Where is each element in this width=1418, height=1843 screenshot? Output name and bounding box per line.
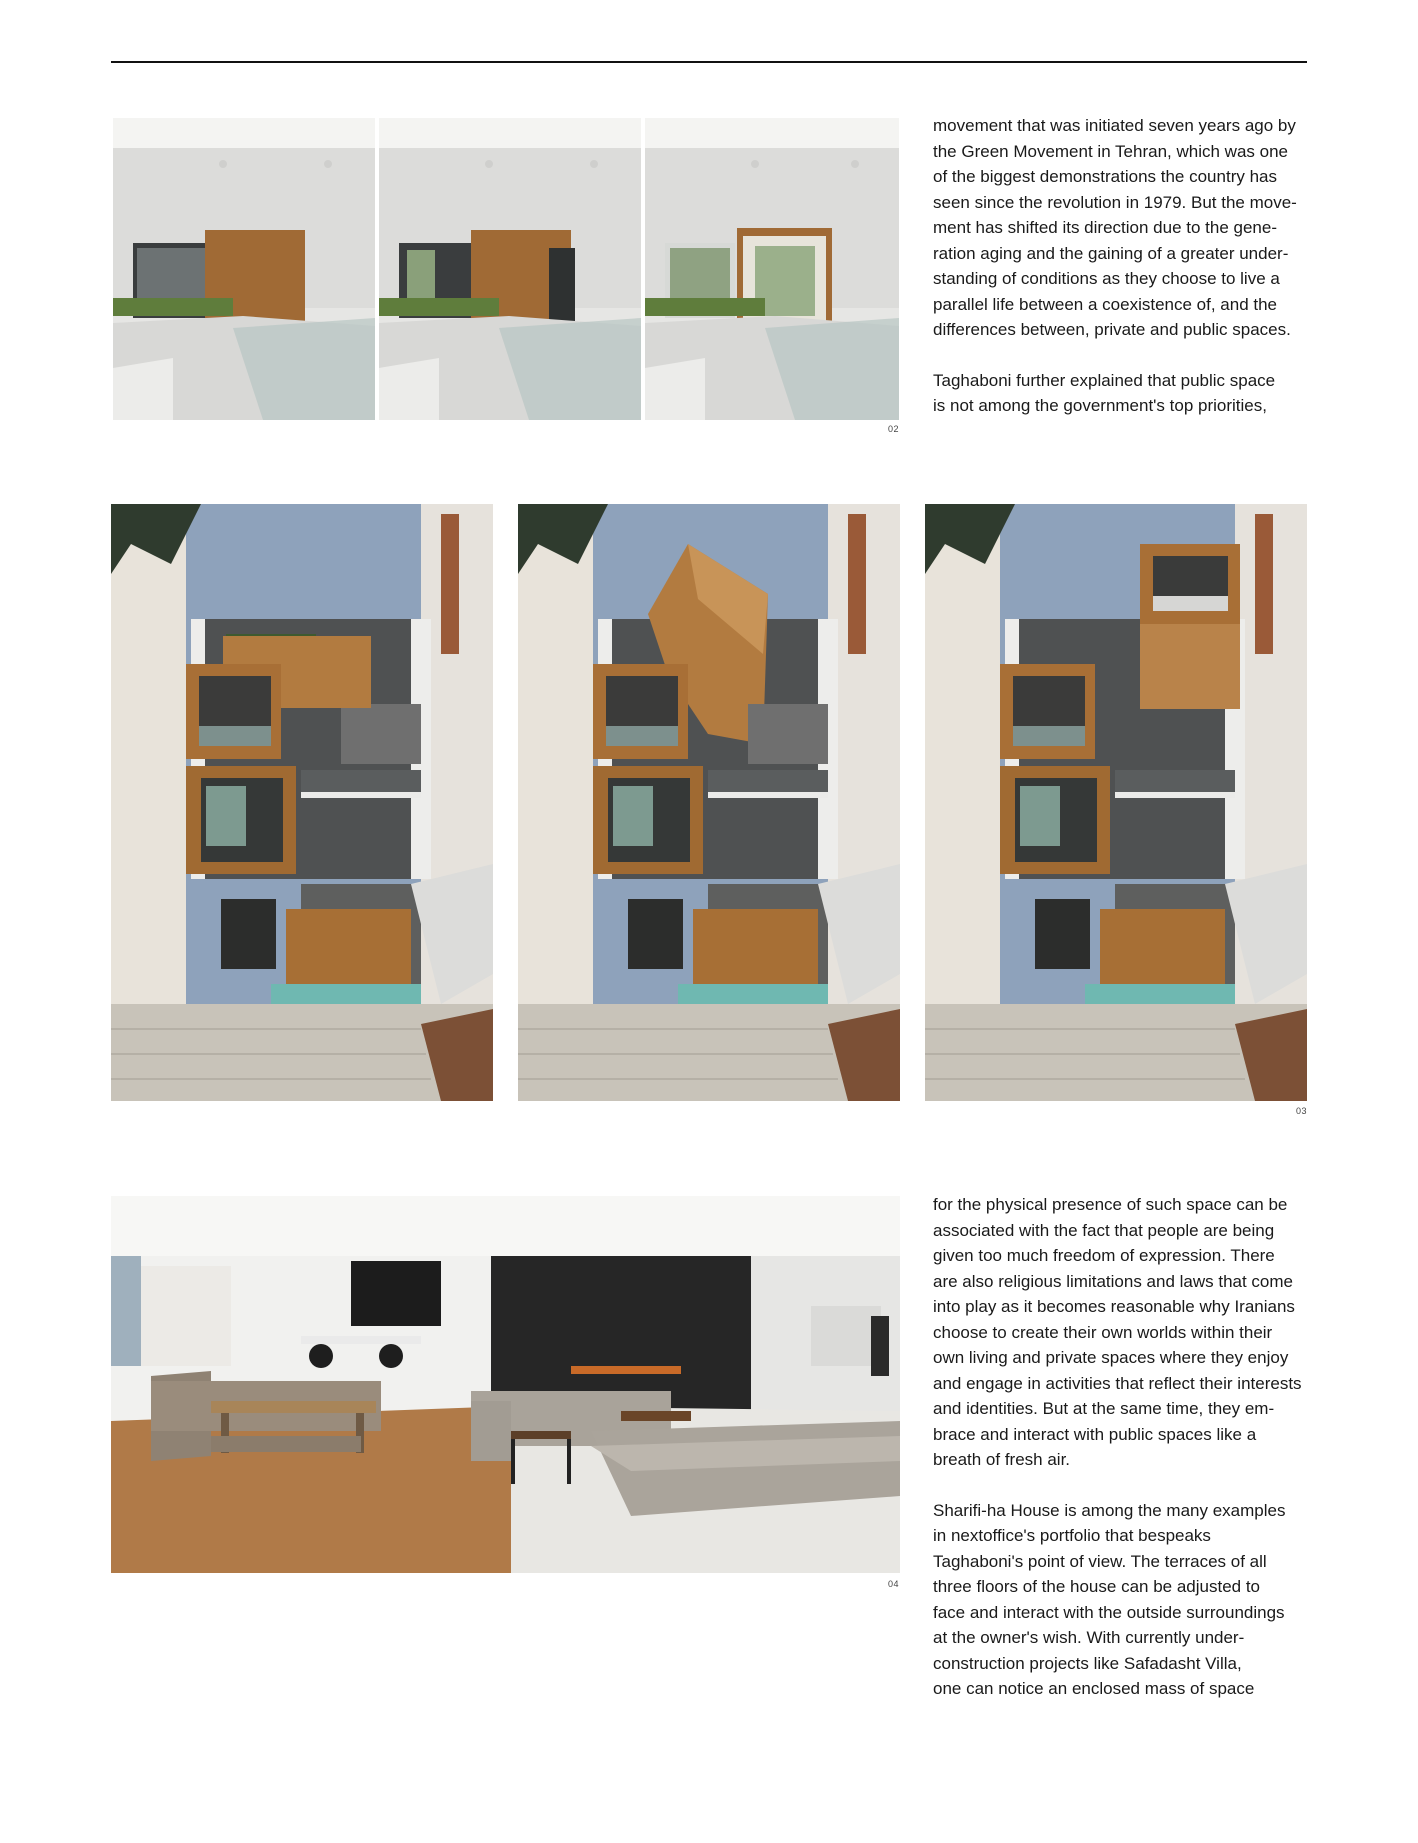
text-line: at the owner's wish. With currently under-: [933, 1628, 1245, 1647]
text-line: construction projects like Safadasht Villa,: [933, 1653, 1242, 1673]
text-line: Sharifi-ha House is among the many examples: [933, 1500, 1286, 1520]
living-room-photo: [111, 1196, 900, 1573]
text-line: breath of fresh air.: [933, 1450, 1071, 1469]
interior-photo-3: [645, 118, 899, 420]
text-line: Taghaboni further explained that public space: [933, 370, 1276, 390]
text-line: choose to create their own worlds within their: [933, 1322, 1273, 1342]
text-line: associated with the fact that people are being: [933, 1220, 1275, 1240]
body-text-column-2: [933, 1192, 1313, 1727]
text-line: of the biggest demonstrations the country has: [933, 167, 1277, 186]
body-text-column-1: [933, 113, 1313, 444]
text-line: differences between, private and public spaces.: [933, 320, 1291, 339]
text-line: Taghaboni's point of view. The terraces of all: [933, 1551, 1267, 1571]
text-line: three floors of the house can be adjusted to: [933, 1577, 1261, 1596]
facade-photo-3: [925, 504, 1307, 1101]
paragraph: [933, 368, 1313, 419]
text-line: in nextoffice's portfolio that bespeaks: [933, 1526, 1211, 1545]
interior-photo-1: [113, 118, 375, 420]
text-line: brace and interact with public spaces like a: [933, 1424, 1257, 1444]
interior-photo-2: [379, 118, 641, 420]
figure-number-02: 02: [888, 424, 900, 434]
paragraph: [933, 113, 1313, 343]
text-line: face and interact with the outside surroundings: [933, 1602, 1285, 1622]
paragraph: [933, 1498, 1313, 1702]
paragraph: [933, 1192, 1313, 1473]
text-line: is not among the government's top priorities,: [933, 396, 1267, 415]
text-line: for the physical presence of such space can be: [933, 1195, 1288, 1214]
text-line: movement that was initiated seven years ago by: [933, 116, 1296, 135]
text-line: into play as it becomes reasonable why Iranians: [933, 1297, 1295, 1316]
figure-number-04: 04: [888, 1579, 900, 1589]
text-line: one can notice an enclosed mass of space: [933, 1679, 1255, 1698]
facade-photo-1: [111, 504, 493, 1101]
text-line: ration aging and the gaining of a greater under-: [933, 243, 1289, 263]
text-line: parallel life between a coexistence of, and the: [933, 294, 1278, 314]
text-line: and engage in activities that reflect their interests: [933, 1373, 1302, 1393]
text-line: seen since the revolution in 1979. But the move-: [933, 192, 1297, 212]
text-line: and identities. But at the same time, they em-: [933, 1399, 1275, 1418]
text-line: standing of conditions as they choose to live a: [933, 269, 1280, 288]
text-line: given too much freedom of expression. There: [933, 1246, 1275, 1265]
top-rule: [111, 61, 1307, 63]
text-line: own living and private spaces where they enjoy: [933, 1348, 1289, 1367]
text-line: the Green Movement in Tehran, which was one: [933, 141, 1288, 161]
text-line: are also religious limitations and laws that come: [933, 1271, 1294, 1291]
text-line: ment has shifted its direction due to the gene-: [933, 218, 1277, 237]
facade-photo-2: [518, 504, 900, 1101]
figure-number-03: 03: [1296, 1106, 1308, 1116]
